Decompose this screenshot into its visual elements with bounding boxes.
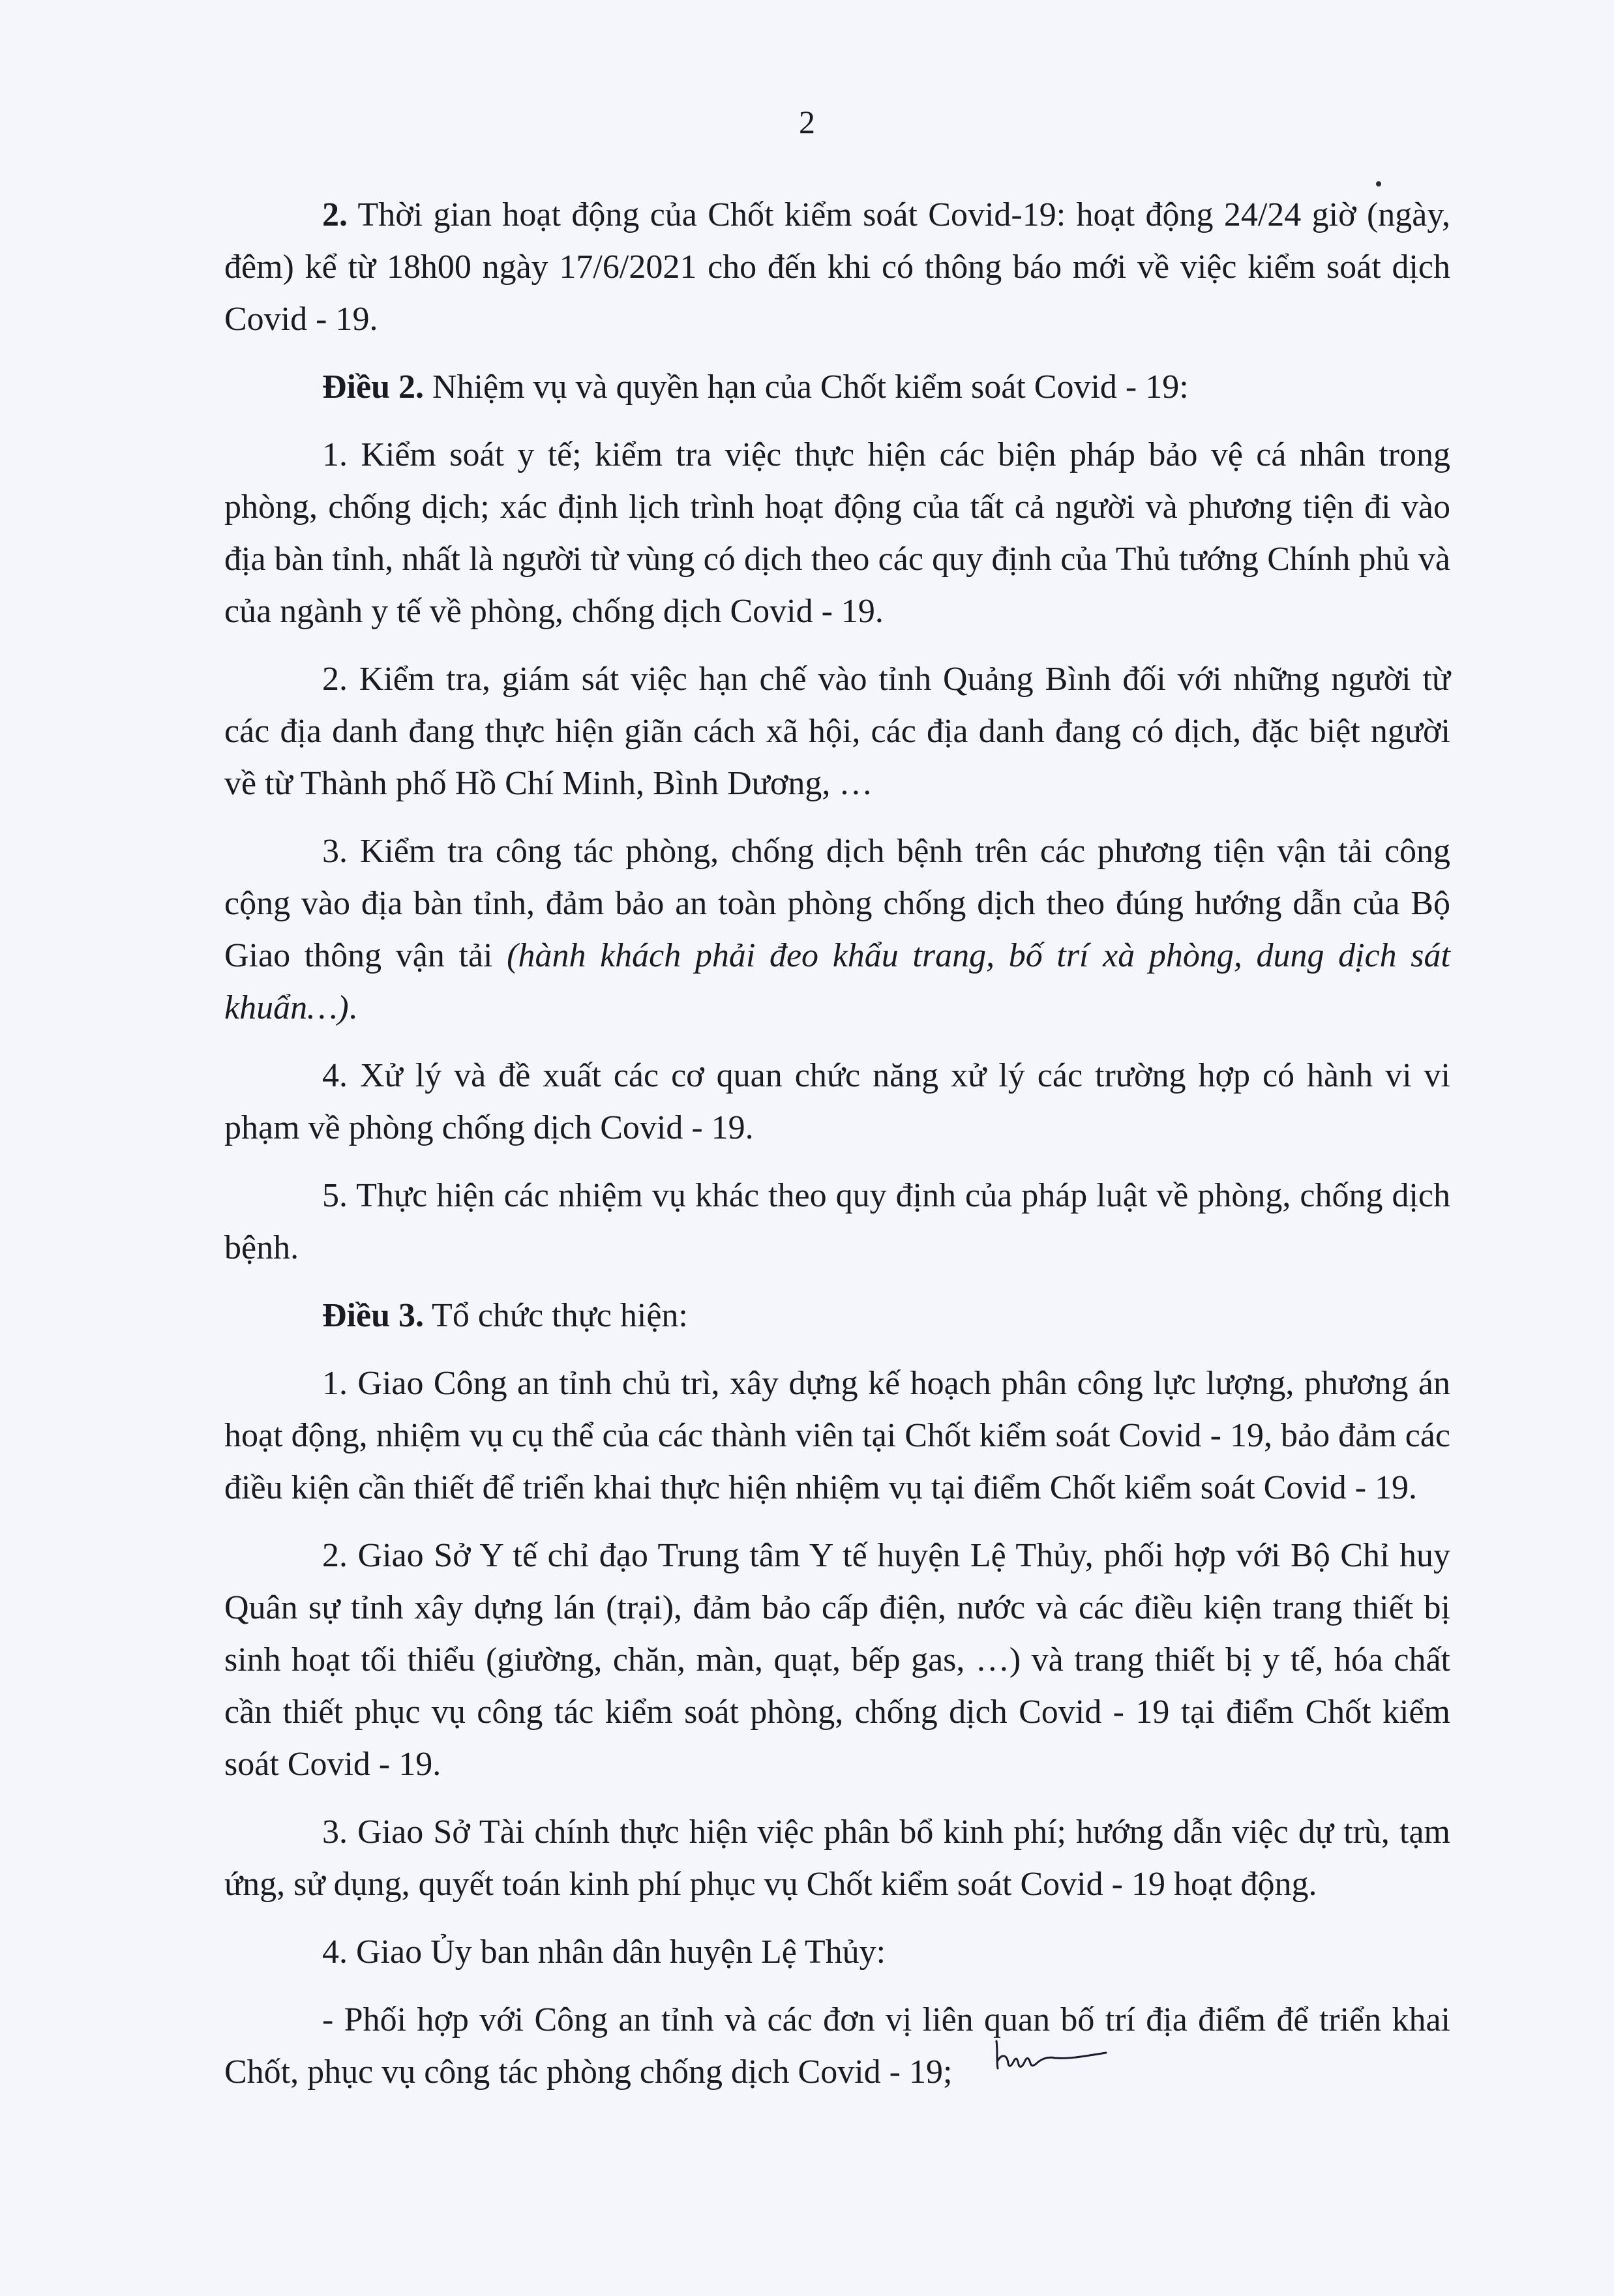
article-3-item-1: 1. Giao Công an tỉnh chủ trì, xây dựng kế hoạch phân công lực lượng, phương án hoạt động, nhiệm vụ cụ thể của các thành viên tại Chốt kiểm soát Covid - 19, bảo đảm các điều kiện cần thiết để triển khai thực hiện nhiệm vụ tại điểm Chốt kiểm soát Covid - 19. (224, 1365, 1450, 1506)
clause-2-operating-time (224, 189, 1450, 346)
article-title: Tổ chức thực hiện: (424, 1297, 688, 1334)
article-3-item-3: 3. Giao Sở Tài chính thực hiện việc phân bổ kinh phí; hướng dẫn việc dự trù, tạm ứng, sử dụng, quyết toán kinh phí phục vụ Chốt kiểm soát Covid - 19 hoạt động. (224, 1813, 1450, 1903)
article-2-item-2: 2. Kiểm tra, giám sát việc hạn chế vào tỉnh Quảng Bình đối với những người từ các địa danh đang thực hiện giãn cách xã hội, các địa danh đang có dịch, đặc biệt người về từ Thành phố Hồ Chí Minh, Bình Dương, … (224, 661, 1450, 802)
ink-dot (1376, 181, 1381, 186)
article-3-item-4-bullet: - Phối hợp với Công an tỉnh và các đơn vị liên quan bố trí địa điểm để triển khai Chốt, phục vụ công tác phòng chống dịch Covid - 19; (224, 2001, 1450, 2091)
article-2-item-3 (224, 826, 1450, 1034)
article-3-item-2: 2. Giao Sở Y tế chỉ đạo Trung tâm Y tế huyện Lệ Thủy, phối hợp với Bộ Chỉ huy Quân sự tỉnh xây dựng lán (trại), đảm bảo cấp điện, nước và các điều kiện trang thiết bị sinh hoạt tối thiểu (giường, chăn, màn, quạt, bếp gas, …) và trang thiết bị y tế, hóa chất cần thiết phục vụ công tác kiểm soát phòng, chống dịch Covid - 19 tại điểm Chốt kiểm soát Covid - 19. (224, 1537, 1450, 1783)
clause-number: 2. (322, 196, 348, 233)
document-body (224, 189, 1450, 2114)
article-2-heading (224, 361, 1450, 413)
page-number: 2 (799, 104, 815, 140)
article-3-heading (224, 1290, 1450, 1342)
article-3-item-4: 4. Giao Ủy ban nhân dân huyện Lệ Thủy: (322, 1933, 886, 1971)
article-2-item-4: 4. Xử lý và đề xuất các cơ quan chức năng xử lý các trường hợp có hành vi vi phạm về phòng chống dịch Covid - 19. (224, 1057, 1450, 1146)
article-label: Điều 3. (322, 1297, 424, 1334)
item-italic-note: (hành khách phải đeo khẩu trang, bố trí xà phòng, dung dịch sát khuẩn…) (224, 937, 1450, 1026)
article-title: Nhiệm vụ và quyền hạn của Chốt kiểm soát Covid - 19: (424, 368, 1189, 406)
initials-signature-icon (991, 2035, 1122, 2074)
article-2-item-1: 1. Kiểm soát y tế; kiểm tra việc thực hiện các biện pháp bảo vệ cá nhân trong phòng, chống dịch; xác định lịch trình hoạt động của tất cả người và phương tiện đi vào địa bàn tỉnh, nhất là người từ vùng có dịch theo các quy định của Thủ tướng Chính phủ và của ngành y tế về phòng, chống dịch Covid - 19. (224, 436, 1450, 630)
clause-text: Thời gian hoạt động của Chốt kiểm soát Covid-19: hoạt động 24/24 giờ (ngày, đêm) kể từ 18h00 ngày 17/6/2021 cho đến khi có thông báo mới về việc kiểm soát dịch Covid - 19. (224, 196, 1450, 338)
item-end: . (348, 989, 357, 1026)
article-label: Điều 2. (322, 368, 424, 406)
article-2-item-5: 5. Thực hiện các nhiệm vụ khác theo quy định của pháp luật về phòng, chống dịch bệnh. (224, 1177, 1450, 1266)
item-text: 3. Kiểm tra công tác phòng, chống dịch bệnh trên các phương tiện vận tải công cộng vào địa bàn tỉnh, đảm bảo an toàn phòng chống dịch theo đúng hướng dẫn của Bộ Giao thông vận tải (224, 833, 1450, 974)
